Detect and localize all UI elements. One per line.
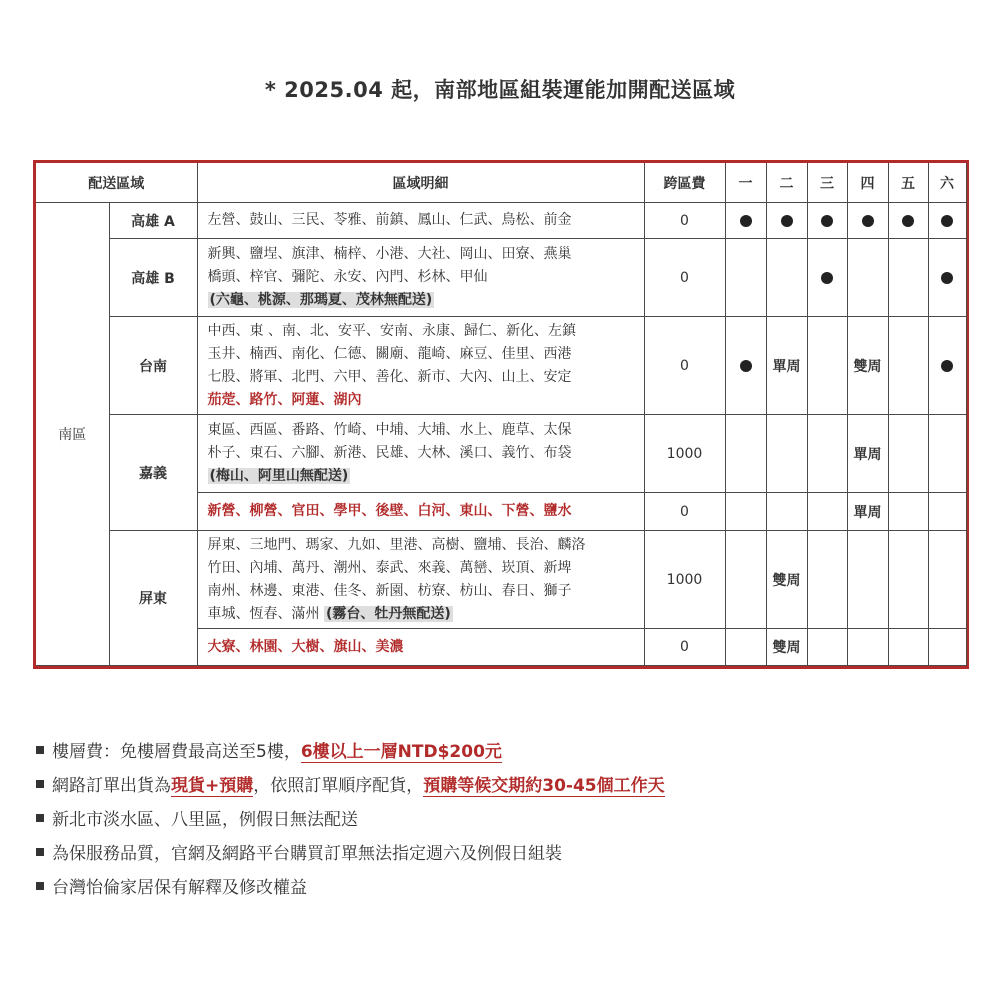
detail-cell bbox=[197, 317, 644, 415]
detail-line bbox=[208, 419, 634, 442]
detail-cell bbox=[197, 239, 644, 317]
city-cell: 高雄 B bbox=[109, 239, 197, 317]
district-text: 玉井、楠西、南化、仁德、關廟、龍崎、麻豆、佳里、西港 bbox=[207, 345, 572, 362]
day-cell bbox=[888, 629, 928, 666]
district-text: 朴子、東石、六腳、新港、民雄、大林、溪口、義竹、布袋 bbox=[207, 445, 572, 461]
day-cell bbox=[928, 203, 966, 239]
day-cell bbox=[725, 629, 766, 666]
district-text: 屏東、三地門、瑪家、九如、里港、高樹、鹽埔、長治、麟洛 bbox=[207, 536, 586, 553]
schedule-label: 雙周 bbox=[853, 358, 882, 375]
day-cell bbox=[928, 239, 966, 317]
note-highlight: 6樓以上一層NTD$200元 bbox=[300, 742, 502, 762]
day-cell bbox=[928, 317, 966, 415]
table-row bbox=[36, 415, 966, 493]
note-item bbox=[36, 874, 966, 908]
day-cell bbox=[766, 531, 807, 629]
day-cell bbox=[766, 203, 807, 239]
day-cell bbox=[725, 415, 766, 493]
detail-line bbox=[208, 465, 634, 488]
delivery-dot-icon bbox=[902, 215, 914, 227]
detail-line bbox=[208, 320, 634, 343]
delivery-schedule-table bbox=[36, 163, 967, 666]
fee-cell: 0 bbox=[644, 203, 725, 239]
day-cell bbox=[725, 317, 766, 415]
note-text: ，依照訂單順序配貨， bbox=[253, 776, 424, 796]
table-row bbox=[36, 203, 966, 239]
day-cell bbox=[766, 629, 807, 666]
delivery-dot-icon bbox=[821, 272, 833, 284]
note-text: 網路訂單出貨為 bbox=[52, 776, 171, 796]
detail-line bbox=[208, 243, 634, 266]
detail-line bbox=[208, 442, 634, 465]
district-text: 橋頭、梓官、彌陀、永安、內門、杉林、甲仙 bbox=[207, 269, 488, 285]
delivery-dot-icon bbox=[781, 215, 793, 227]
day-cell bbox=[888, 239, 928, 317]
detail-line bbox=[208, 603, 634, 626]
day-cell bbox=[847, 531, 888, 629]
district-text: 中西、東 、南、北、安平、安南、永康、歸仁、新化、左鎮 bbox=[207, 322, 576, 339]
detail-cell bbox=[197, 203, 644, 239]
square-bullet-icon bbox=[36, 780, 44, 788]
day-cell bbox=[888, 493, 928, 531]
detail-line bbox=[208, 389, 634, 412]
district-text-new: 大寮、林園、大樹、旗山、美濃 bbox=[207, 638, 404, 655]
day-cell bbox=[725, 531, 766, 629]
detail-cell bbox=[197, 629, 644, 666]
detail-cell bbox=[197, 415, 644, 493]
delivery-dot-icon bbox=[862, 215, 874, 227]
notes-list bbox=[36, 738, 966, 908]
schedule-label: 單周 bbox=[853, 504, 882, 521]
detail-line bbox=[208, 636, 634, 659]
detail-cell bbox=[197, 531, 644, 629]
day-cell bbox=[847, 203, 888, 239]
no-delivery-tag: (六龜、桃源、那瑪夏、茂林無配送) bbox=[209, 292, 433, 308]
district-text: 竹田、內埔、萬丹、潮州、泰武、來義、萬巒、崁頂、新埤 bbox=[207, 559, 572, 576]
note-item bbox=[36, 738, 966, 772]
schedule-label: 雙周 bbox=[772, 640, 801, 656]
day-cell bbox=[766, 239, 807, 317]
detail-line bbox=[208, 366, 634, 389]
district-text: 新興、鹽埕、旗津、楠梓、小港、大社、岡山、田寮、燕巢 bbox=[207, 246, 572, 262]
note-text: 新北市淡水區、八里區，例假日無法配送 bbox=[52, 810, 358, 830]
city-cell: 嘉義 bbox=[109, 415, 197, 531]
detail-line bbox=[208, 266, 634, 289]
day-cell bbox=[807, 493, 847, 531]
table-header-row bbox=[36, 163, 966, 203]
day-cell bbox=[725, 493, 766, 531]
detail-line bbox=[208, 534, 634, 557]
delivery-dot-icon bbox=[821, 215, 833, 227]
table-row bbox=[36, 531, 966, 629]
note-text: 樓層費：免樓層費最高送至5樓， bbox=[52, 742, 301, 762]
day-cell bbox=[847, 629, 888, 666]
city-cell: 高雄 A bbox=[109, 203, 197, 239]
square-bullet-icon bbox=[36, 848, 44, 856]
table-row bbox=[36, 239, 966, 317]
district-text: 南州、林邊、東港、佳冬、新園、枋寮、枋山、春日、獅子 bbox=[207, 582, 572, 599]
fee-cell: 1000 bbox=[644, 415, 725, 493]
detail-line bbox=[208, 500, 634, 523]
day-cell bbox=[766, 415, 807, 493]
header-day: 五 bbox=[888, 163, 928, 203]
day-cell bbox=[928, 493, 966, 531]
district-text-new: 新營、柳營、官田、學甲、後壁、白河、東山、下營、鹽水 bbox=[207, 503, 572, 519]
header-day: 二 bbox=[766, 163, 807, 203]
day-cell bbox=[725, 239, 766, 317]
schedule-label: 雙周 bbox=[772, 572, 801, 589]
header-day: 一 bbox=[725, 163, 766, 203]
note-highlight: 預購等候交期約30-45個工作天 bbox=[423, 776, 665, 796]
note-text: 為保服務品質，官網及網路平台購買訂單無法指定週六及例假日組裝 bbox=[52, 844, 562, 864]
day-cell bbox=[847, 493, 888, 531]
fee-cell: 0 bbox=[644, 629, 725, 666]
detail-line bbox=[208, 343, 634, 366]
day-cell bbox=[928, 415, 966, 493]
fee-cell: 0 bbox=[644, 239, 725, 317]
day-cell bbox=[888, 203, 928, 239]
city-cell: 屏東 bbox=[109, 531, 197, 666]
day-cell bbox=[928, 629, 966, 666]
detail-line bbox=[208, 289, 634, 312]
delivery-table-frame bbox=[33, 160, 969, 669]
day-cell bbox=[807, 415, 847, 493]
district-text: 車城、恆春、滿州 bbox=[207, 605, 324, 622]
day-cell bbox=[766, 493, 807, 531]
table-row bbox=[36, 317, 966, 415]
detail-line bbox=[208, 580, 634, 603]
day-cell bbox=[807, 203, 847, 239]
day-cell bbox=[766, 317, 807, 415]
day-cell bbox=[888, 415, 928, 493]
delivery-dot-icon bbox=[740, 360, 752, 372]
delivery-dot-icon bbox=[740, 215, 752, 227]
delivery-dot-icon bbox=[941, 215, 953, 227]
city-cell: 台南 bbox=[109, 317, 197, 415]
day-cell bbox=[847, 415, 888, 493]
square-bullet-icon bbox=[36, 814, 44, 822]
day-cell bbox=[725, 203, 766, 239]
day-cell bbox=[807, 629, 847, 666]
note-text: 台灣怡倫家居保有解釋及修改權益 bbox=[52, 878, 307, 898]
day-cell bbox=[807, 317, 847, 415]
district-text: 東區、西區、番路、竹崎、中埔、大埔、水上、鹿草、太保 bbox=[207, 422, 572, 438]
square-bullet-icon bbox=[36, 882, 44, 890]
detail-line bbox=[208, 557, 634, 580]
fee-cell: 0 bbox=[644, 493, 725, 531]
square-bullet-icon bbox=[36, 746, 44, 754]
header-fee: 跨區費 bbox=[644, 163, 725, 203]
day-cell bbox=[928, 531, 966, 629]
note-item bbox=[36, 840, 966, 874]
day-cell bbox=[888, 531, 928, 629]
day-cell bbox=[807, 239, 847, 317]
header-zone: 配送區域 bbox=[36, 163, 197, 203]
header-detail: 區域明細 bbox=[197, 163, 644, 203]
note-item bbox=[36, 806, 966, 840]
header-day: 六 bbox=[928, 163, 966, 203]
day-cell bbox=[847, 317, 888, 415]
schedule-label: 單周 bbox=[853, 446, 882, 463]
fee-cell: 1000 bbox=[644, 531, 725, 629]
delivery-dot-icon bbox=[941, 272, 953, 284]
note-item bbox=[36, 772, 966, 806]
header-day: 四 bbox=[847, 163, 888, 203]
detail-line bbox=[208, 209, 634, 232]
fee-cell: 0 bbox=[644, 317, 725, 415]
schedule-label: 單周 bbox=[772, 358, 801, 375]
no-delivery-tag: (梅山、阿里山無配送) bbox=[209, 468, 349, 484]
detail-cell bbox=[197, 493, 644, 531]
district-text: 七股、將軍、北門、六甲、善化、新市、大內、山上、安定 bbox=[207, 368, 572, 385]
district-text: 左營、鼓山、三民、苓雅、前鎮、鳳山、仁武、鳥松、前金 bbox=[207, 212, 572, 228]
district-text-new: 茄萣、路竹、阿蓮、湖內 bbox=[207, 391, 362, 408]
region-cell: 南區 bbox=[36, 203, 109, 666]
day-cell bbox=[847, 239, 888, 317]
day-cell bbox=[888, 317, 928, 415]
no-delivery-tag: (霧台、牡丹無配送) bbox=[325, 605, 451, 622]
note-highlight: 現貨+預購 bbox=[171, 776, 254, 796]
delivery-dot-icon bbox=[941, 360, 953, 372]
page-title: * 2025.04 起，南部地區組裝運能加開配送區域 bbox=[264, 78, 736, 102]
header-day: 三 bbox=[807, 163, 847, 203]
day-cell bbox=[807, 531, 847, 629]
